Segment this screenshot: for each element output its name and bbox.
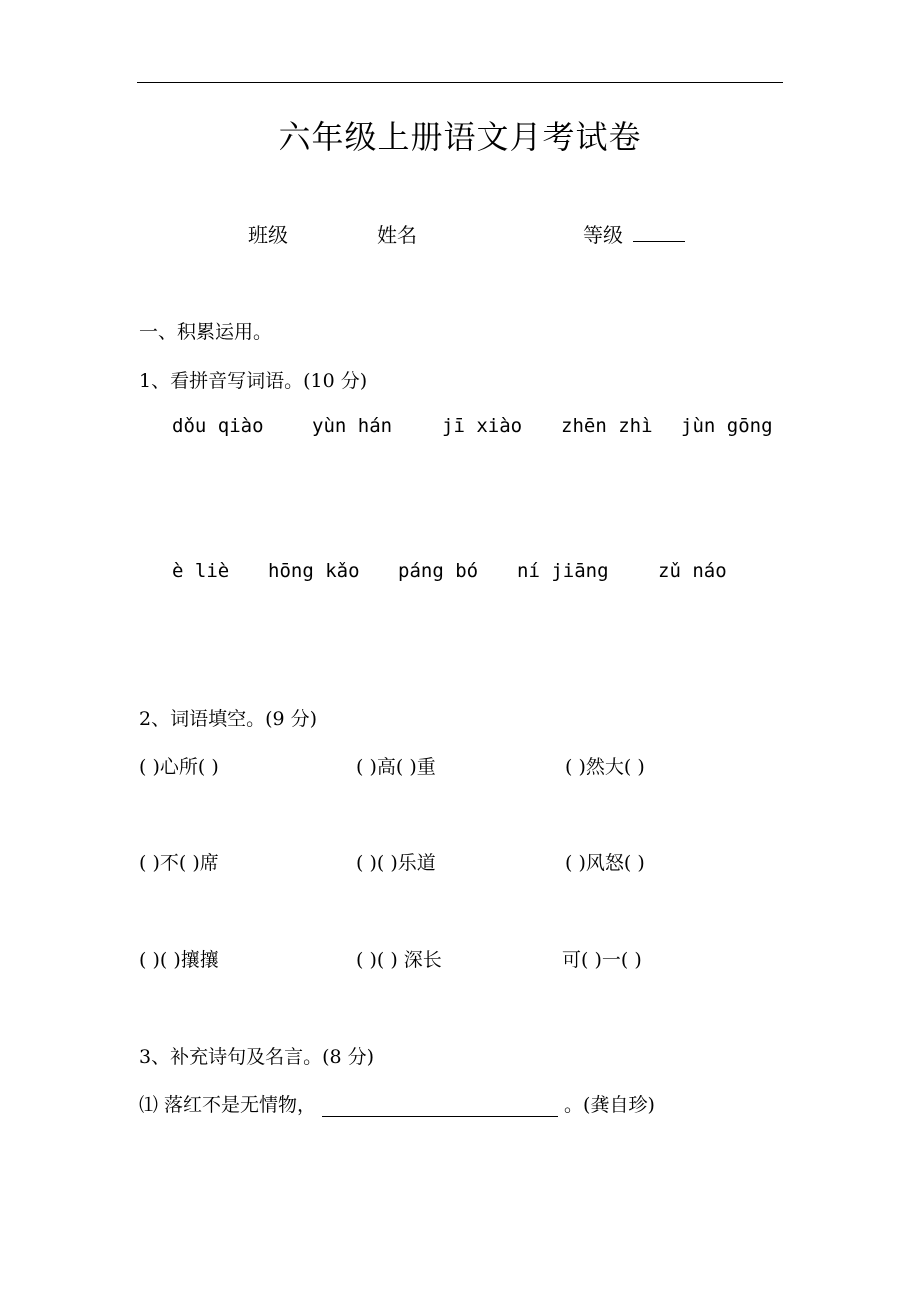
top-rule — [137, 82, 783, 83]
fill-blank-item: ( )心所( ) — [139, 756, 219, 778]
class-label: 班级 — [248, 223, 288, 247]
pinyin-item: jùn gōng — [681, 415, 773, 437]
fill-blank-item: ( )( )攘攘 — [139, 949, 219, 971]
pinyin-item: ní jiāng — [517, 560, 609, 582]
pinyin-item: zhēn zhì — [561, 415, 653, 437]
pinyin-item: dǒu qiào — [172, 415, 264, 437]
question-2-heading: 2、词语填空。(9 分) — [139, 708, 318, 730]
pinyin-item: yùn hán — [312, 415, 393, 437]
name-label: 姓名 — [377, 223, 417, 247]
grade-label: 等级 — [583, 223, 623, 247]
grade-blank[interactable] — [633, 223, 685, 242]
fill-blank-item: 可( )一( ) — [562, 949, 642, 971]
fill-blank-item: ( )然大( ) — [565, 756, 645, 778]
fill-blank-item: ( )( ) 深长 — [356, 949, 442, 971]
page-title: 六年级上册语文月考试卷 — [278, 118, 642, 156]
fill-blank-item: ( )高( )重 — [356, 756, 436, 778]
question-1-heading: 1、看拼音写词语。(10 分) — [139, 370, 368, 392]
poem-line-1-prefix: ⑴ 落红不是无情物， — [139, 1094, 317, 1116]
question-3-heading: 3、补充诗句及名言。(8 分) — [139, 1046, 375, 1068]
fill-blank-item: ( )不( )席 — [139, 852, 219, 874]
section-heading: 一、积累运用。 — [139, 321, 273, 343]
pinyin-item: páng bó — [398, 560, 479, 582]
pinyin-item: jī xiào — [442, 415, 523, 437]
pinyin-item: è liè — [172, 560, 230, 582]
pinyin-item: zǔ náo — [658, 560, 727, 582]
fill-blank-item: ( )( )乐道 — [356, 852, 436, 874]
poem-line-1-suffix: 。(龚自珍) — [564, 1094, 655, 1116]
poem-answer-blank[interactable] — [322, 1096, 558, 1117]
fill-blank-item: ( )风怒( ) — [565, 852, 645, 874]
pinyin-item: hōng kǎo — [268, 560, 360, 582]
poem-line-1 — [139, 1090, 655, 1117]
grade-field — [583, 219, 685, 248]
